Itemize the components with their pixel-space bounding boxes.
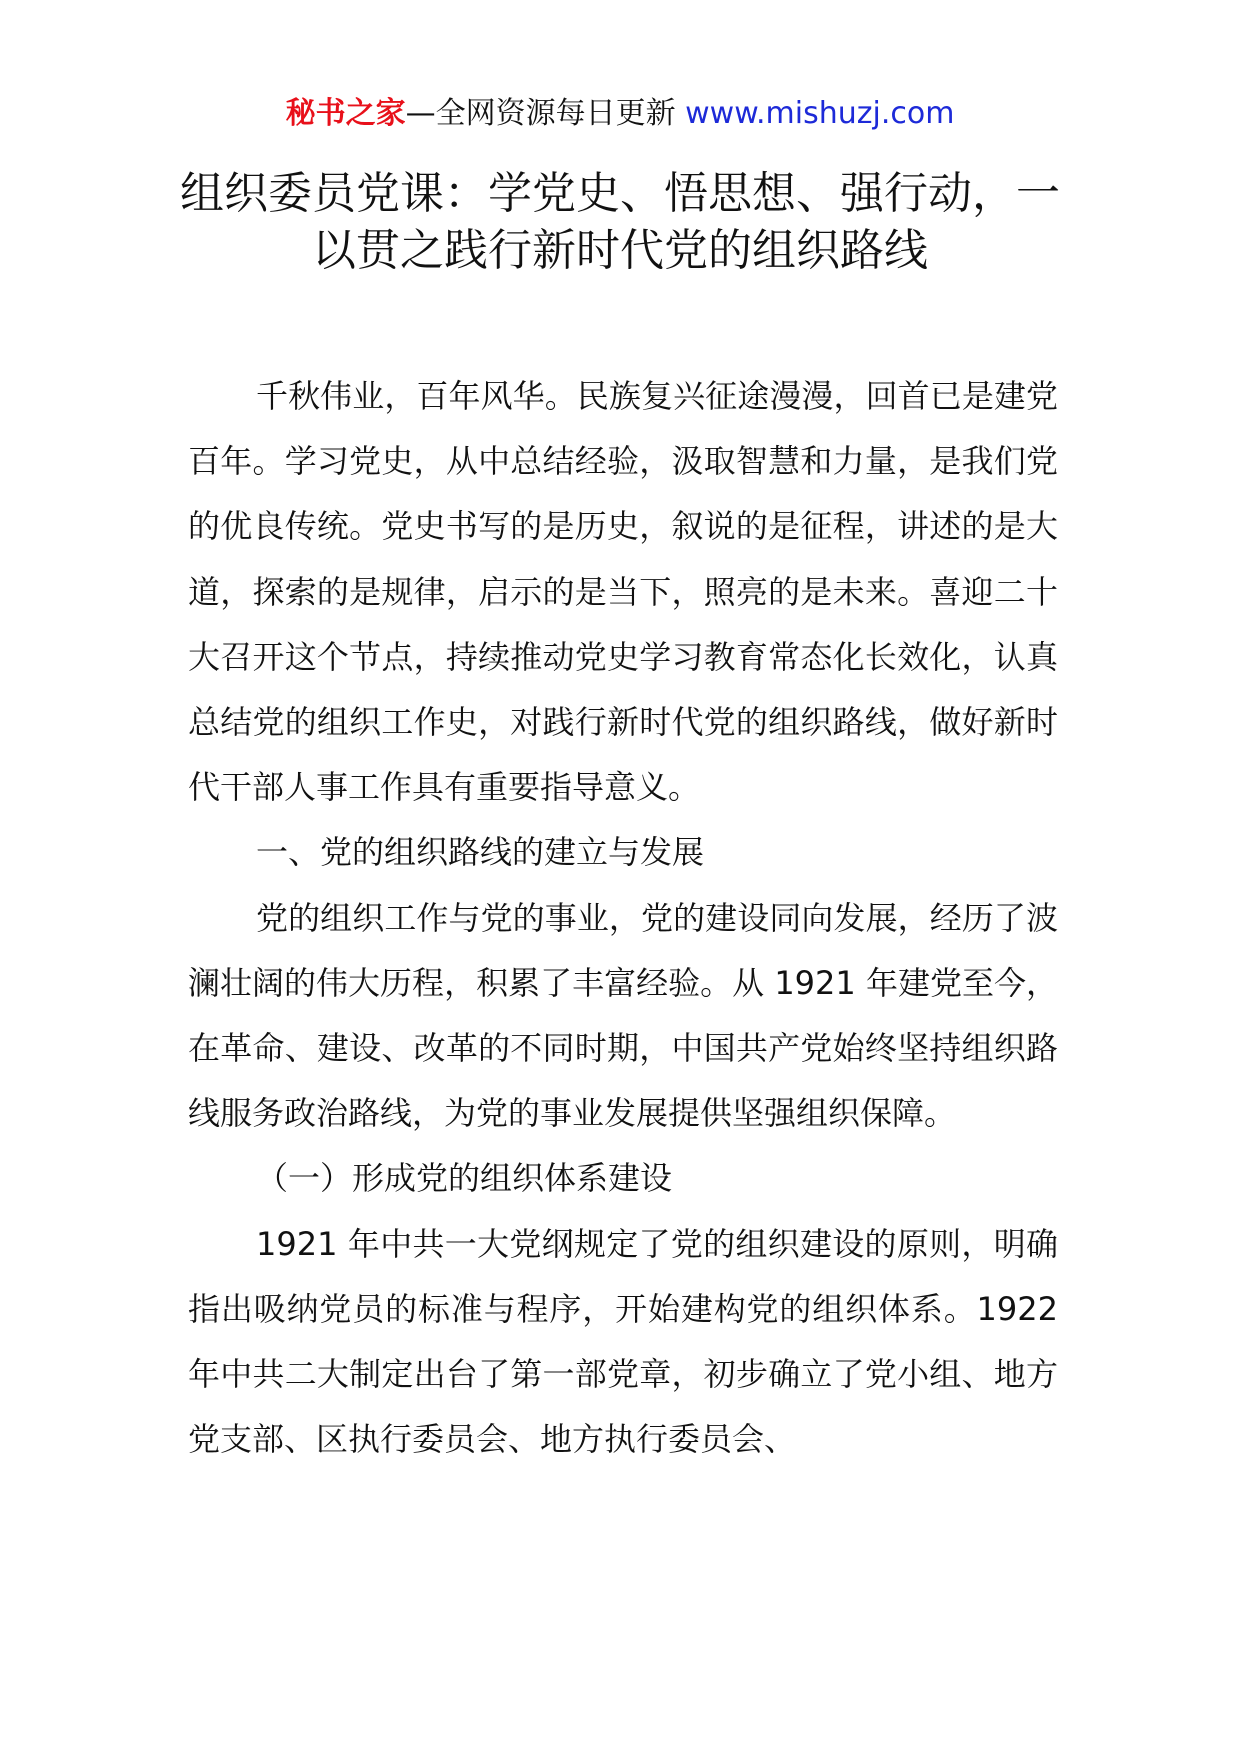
header-tagline: —全网资源每日更新	[405, 96, 686, 131]
section-heading-1: 一、党的组织路线的建立与发展	[256, 833, 705, 872]
document-title: 组织委员党课：学党史、悟思想、强行动，一以贯之践行新时代党的组织路线	[180, 168, 1060, 276]
document-body	[188, 364, 1058, 1472]
site-url-link[interactable]: www.mishuzj.com	[685, 96, 955, 131]
site-header	[0, 96, 1240, 132]
subsection-heading-1: （一）形成党的组织体系建设	[256, 1159, 673, 1198]
paragraph-intro: 千秋伟业，百年风华。民族复兴征途漫漫，回首已是建党百年。学习党史，从中总结经验，汲取智慧和力量，是我们党的优良传统。党史书写的是历史，叙说的是征程，讲述的是大道，探索的是规律，启示的是当下，照亮的是未来。喜迎二十大召开这个节点，持续推动党史学习教育常态化长效化，认真总结党的组织工作史，对践行新时代党的组织路线，做好新时代干部人事工作具有重要指导意义。	[188, 377, 1058, 807]
brand-name: 秘书之家	[285, 96, 406, 131]
paragraph-subsection-1: 1921 年中共一大党纲规定了党的组织建设的原则，明确指出吸纳党员的标准与程序，开始建构党的组织体系。1922 年中共二大制定出台了第一部党章，初步确立了党小组、地方党支部、区执行委员会、地方执行委员会、	[188, 1224, 1058, 1459]
paragraph-section-1: 党的组织工作与党的事业，党的建设同向发展，经历了波澜壮阔的伟大历程，积累了丰富经验。从 1921 年建党至今，在革命、建设、改革的不同时期，中国共产党始终坚持组织路线服务政治路线，为党的事业发展提供坚强组织保障。	[188, 898, 1058, 1133]
